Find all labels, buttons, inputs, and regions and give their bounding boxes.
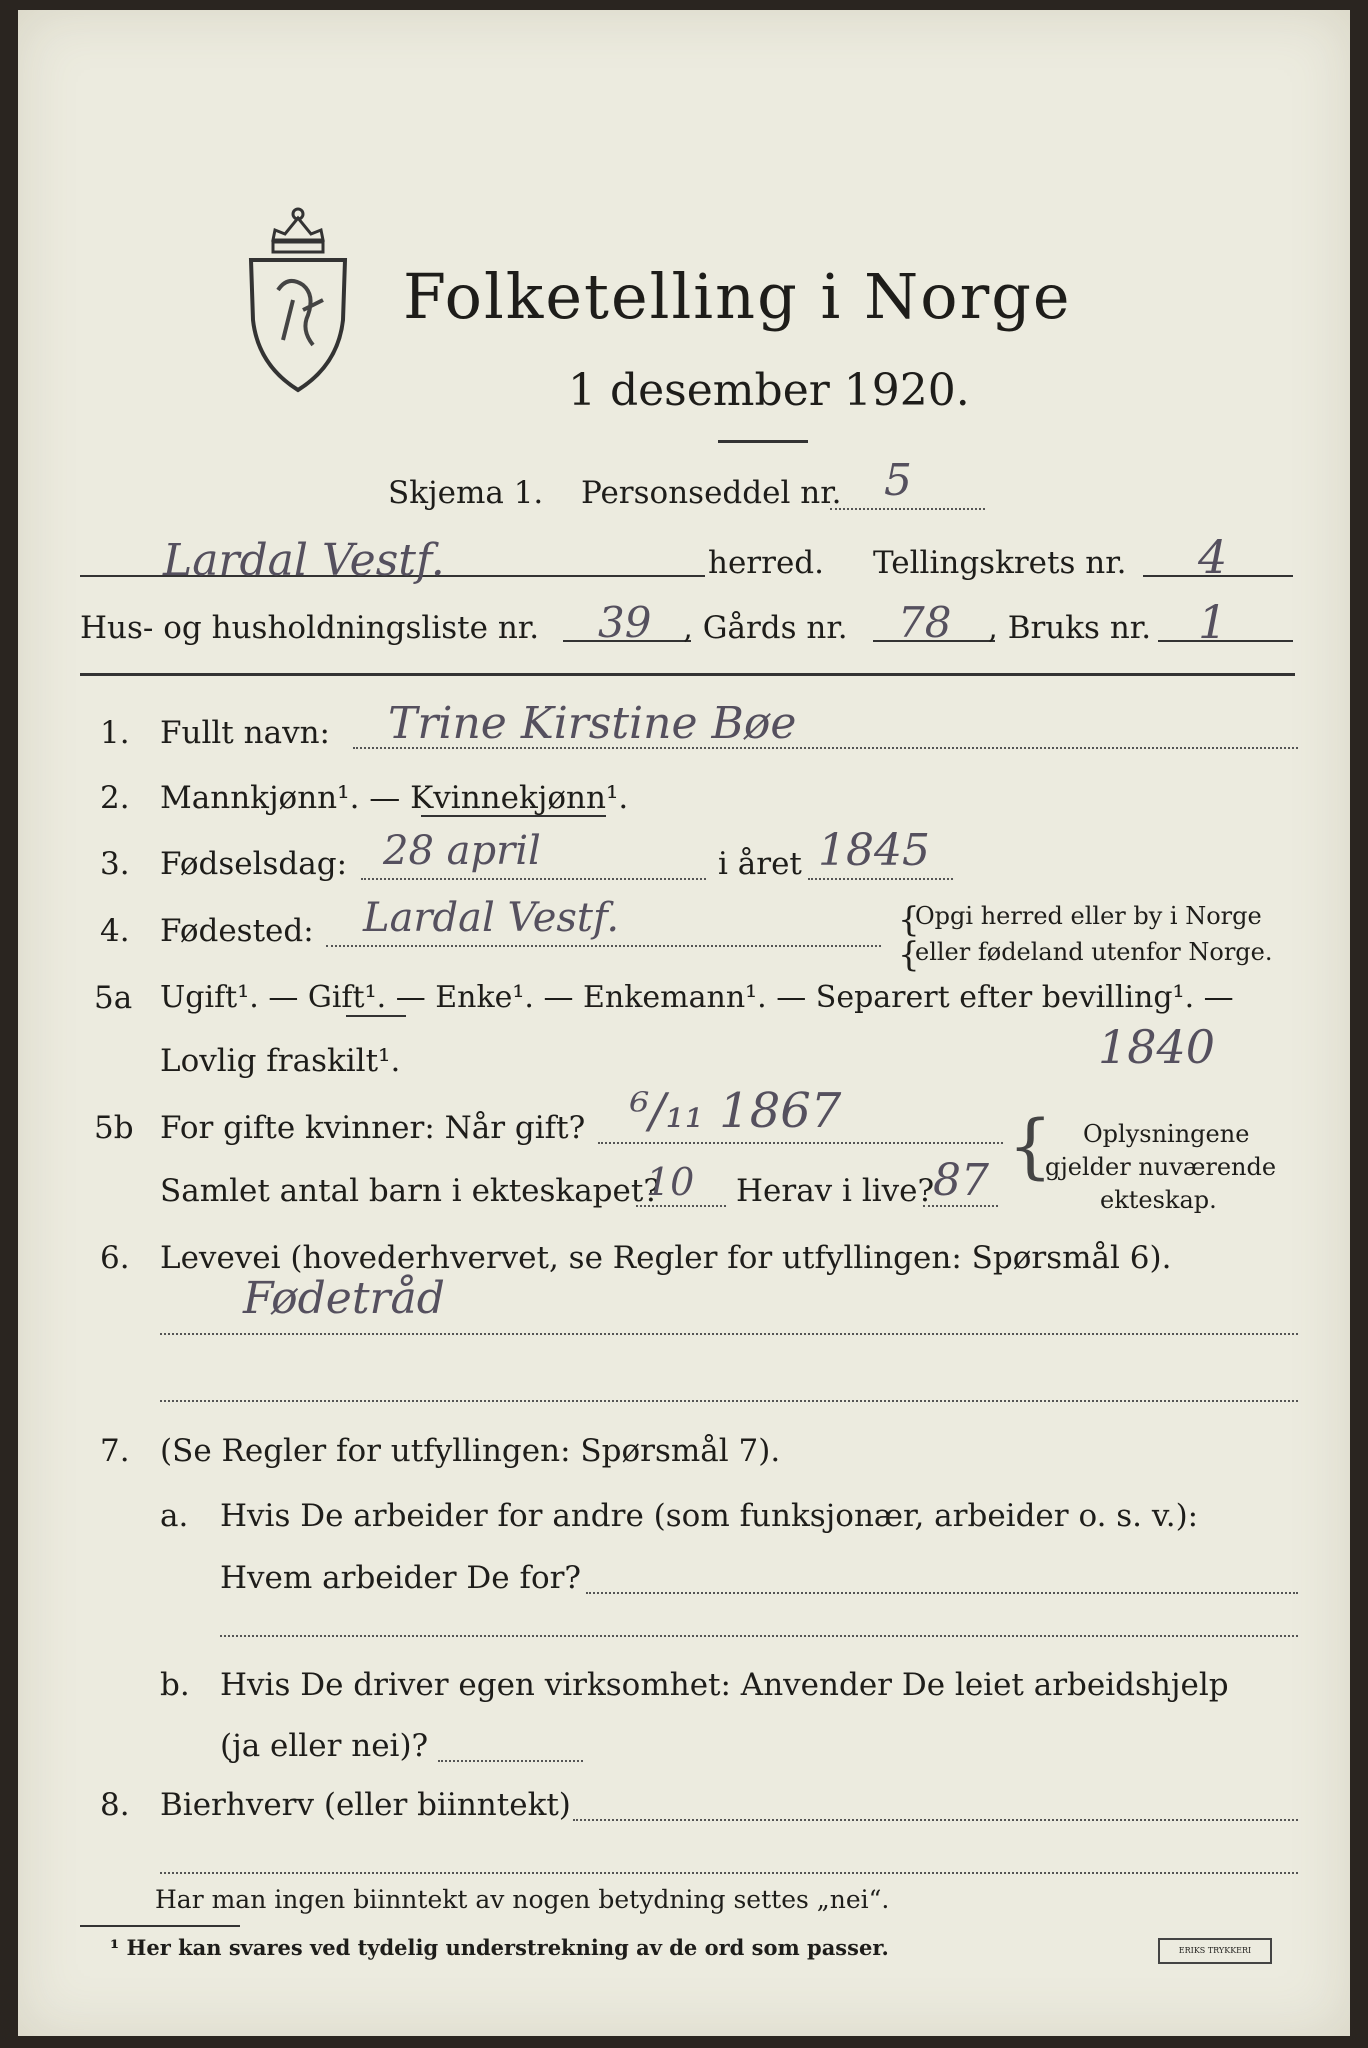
marriage-note-3: ekteskap. xyxy=(1100,1186,1217,1214)
census-form: Folketelling i Norge 1 desember 1920. Skjema 1. Personseddel nr. 5 Lardal Vestf. herred. Tellingskrets nr. 4 Hus- og husholdningsliste nr. 39 , Gårds nr. 78 , Bruks nr. 1 1. Fullt navn: Trine Kirstine Bøe 2. Mannkjønn¹. — Kvinnekjønn¹. 3. Fødselsdag: 28 april i året 1845 4. Fødested: Lardal Vestf. { { Opgi herred eller by i Norge eller fødeland utenfor Norge. 5a Ugift¹. — Gift¹. — Enke¹. — Enkemann¹. — Separert efter bevilling¹. — Lovlig fraskilt¹. 1840 5b For gifte kvinner: Når gift? ⁶/₁₁ 1867 Samlet antal barn i ekteskapet? 10 Herav i live? 87 { Oplysningene gjelder nuværende ekteskap. 6. Levevei (hovederhvervet, se Regler for utfyllingen: Spørsmål 6). Fødetråd 7. (Se Regler for utfyllingen: Spørsmål 7). a. Hvis De arbeider for andre (som funksjonær, arbeider o. s. v.): Hvem arbeider De for? b. Hvis De driver egen virksomhet: Anvender De leiet arbeidshjelp (ja eller nei)? 8. Bierhverv (eller biinntekt) Har man ingen biinntekt av nogen betydning settes „nei“. ¹ Her kan svares ved tydelig understrekning av de ord som passer. ERIKS TRYKKERI xyxy=(18,10,1350,2036)
side-income-line-2 xyxy=(160,1872,1298,1874)
gards-value[interactable]: 78 xyxy=(898,598,952,647)
employer-label: Hvem arbeider De for? xyxy=(220,1560,582,1596)
marital-options-cont: Lovlig fraskilt¹. xyxy=(160,1043,401,1079)
q7a-text: Hvis De arbeider for andre (som funksjonær, arbeider o. s. v.): xyxy=(220,1498,1199,1534)
employer-line-1 xyxy=(586,1592,1298,1594)
skjema-label: Skjema 1. xyxy=(388,475,544,511)
header-divider xyxy=(80,673,1295,676)
hired-help-label: (ja eller nei)? xyxy=(220,1728,429,1764)
printer-stamp: ERIKS TRYKKERI xyxy=(1158,1938,1272,1964)
q2-number: 2. xyxy=(100,780,130,816)
q8-number: 8. xyxy=(100,1787,130,1823)
hired-help-line xyxy=(438,1760,583,1762)
q4-label: Fødested: xyxy=(160,913,314,949)
children-value[interactable]: 10 xyxy=(646,1160,695,1204)
gards-label: , Gårds nr. xyxy=(683,610,848,646)
bruks-label: , Bruks nr. xyxy=(988,610,1152,646)
bruks-value[interactable]: 1 xyxy=(1198,595,1228,649)
herred-value[interactable]: Lardal Vestf. xyxy=(163,535,445,586)
married-date-line xyxy=(598,1142,1003,1144)
alive-label: Herav i live? xyxy=(736,1173,935,1209)
occupation-value[interactable]: Fødetråd xyxy=(243,1273,445,1324)
birthday-value[interactable]: 28 april xyxy=(383,828,541,874)
q3-number: 3. xyxy=(100,846,130,882)
q4-number: 4. xyxy=(100,913,130,949)
birth-year-value[interactable]: 1845 xyxy=(818,825,930,876)
occupation-label: Levevei (hovederhvervet, se Regler for utfyllingen: Spørsmål 6). xyxy=(160,1240,1172,1276)
norway-coat-of-arms-icon xyxy=(243,200,353,400)
q5a-number: 5a xyxy=(94,980,133,1016)
birthplace-note-1: Opgi herred eller by i Norge xyxy=(915,902,1262,930)
year-label: i året xyxy=(718,846,802,882)
personseddel-line xyxy=(830,508,985,510)
hus-value[interactable]: 39 xyxy=(598,598,652,647)
q7b-letter: b. xyxy=(160,1667,190,1703)
margin-note: 1840 xyxy=(1098,1020,1216,1074)
q7b-text: Hvis De driver egen virksomhet: Anvender De leiet arbeidshjelp xyxy=(220,1667,1229,1703)
gender-underline xyxy=(421,815,606,817)
q5b-number: 5b xyxy=(94,1110,134,1146)
tellingskrets-value[interactable]: 4 xyxy=(1198,530,1228,584)
birthplace-value[interactable]: Lardal Vestf. xyxy=(363,895,620,941)
q7-label: (Se Regler for utfyllingen: Spørsmål 7). xyxy=(160,1433,781,1469)
census-date: 1 desember 1920. xyxy=(568,365,970,416)
personseddel-label: Personseddel nr. xyxy=(581,475,842,511)
marital-options: Ugift¹. — Gift¹. — Enke¹. — Enkemann¹. — Separert efter bevilling¹. — xyxy=(160,980,1234,1015)
occupation-line-1 xyxy=(160,1333,1298,1335)
q3-label: Fødselsdag: xyxy=(160,846,348,882)
q1-number: 1. xyxy=(100,715,130,751)
q1-label: Fullt navn: xyxy=(160,715,330,751)
footnote: ¹ Her kan svares ved tydelig understrekning av de ord som passer. xyxy=(110,1935,889,1960)
children-label: Samlet antal barn i ekteskapet? xyxy=(160,1173,660,1209)
form-title: Folketelling i Norge xyxy=(403,260,1072,333)
alive-value[interactable]: 87 xyxy=(933,1155,989,1206)
married-date-value[interactable]: ⁶/₁₁ 1867 xyxy=(630,1083,842,1139)
marriage-note-1: Oplysningene xyxy=(1083,1120,1250,1148)
gender-options: Mannkjønn¹. — Kvinnekjønn¹. xyxy=(160,780,629,816)
footer-note: Har man ingen biinntekt av nogen betydning settes „nei“. xyxy=(155,1885,890,1914)
employer-line-2 xyxy=(220,1635,1298,1637)
married-underline xyxy=(346,1015,406,1017)
q6-number: 6. xyxy=(100,1240,130,1276)
herred-label: herred. xyxy=(708,545,824,581)
title-divider xyxy=(718,440,808,443)
personseddel-value[interactable]: 5 xyxy=(884,455,912,506)
tellingskrets-label: Tellingskrets nr. xyxy=(873,545,1127,581)
marriage-note-2: gjelder nuværende xyxy=(1045,1153,1277,1181)
hus-label: Hus- og husholdningsliste nr. xyxy=(80,610,540,646)
children-line xyxy=(636,1205,726,1207)
married-date-label: For gifte kvinner: Når gift? xyxy=(160,1110,586,1146)
q3-line xyxy=(361,878,706,880)
footnote-rule xyxy=(80,1925,240,1927)
q4-line xyxy=(326,945,881,947)
year-line xyxy=(808,878,953,880)
full-name-value[interactable]: Trine Kirstine Bøe xyxy=(388,698,797,749)
q7a-letter: a. xyxy=(160,1498,189,1534)
occupation-line-2 xyxy=(160,1400,1298,1402)
side-income-line-1 xyxy=(573,1819,1298,1821)
q7-number: 7. xyxy=(100,1433,130,1469)
side-income-label: Bierhverv (eller biinntekt) xyxy=(160,1787,571,1823)
birthplace-note-2: eller fødeland utenfor Norge. xyxy=(915,938,1273,966)
